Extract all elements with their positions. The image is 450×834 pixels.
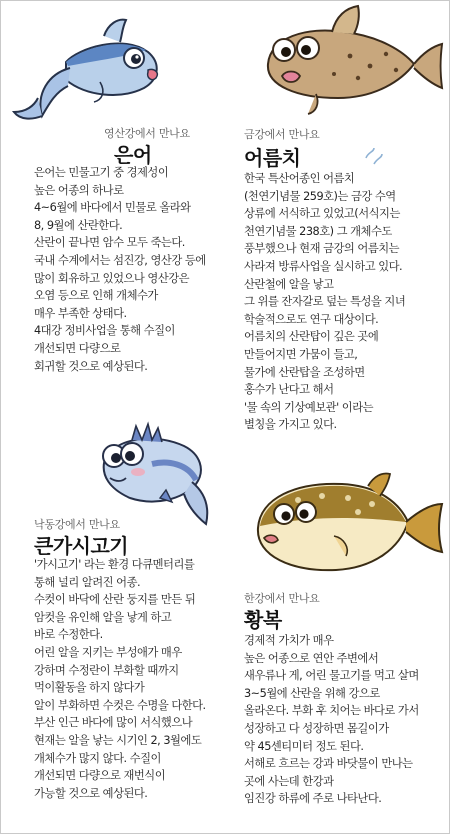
text-line: '물 속의 기상예보관' 이라는 <box>244 400 374 414</box>
text-line: 8, 9월에 산란한다. <box>34 218 123 232</box>
text-line: 올라온다. 부화 후 치어는 바다로 가서 <box>244 704 419 718</box>
text-line: 현재는 알을 낳는 시기인 2, 3월에도 <box>34 733 202 747</box>
text-line: 그 위를 잔자갈로 덮는 특성을 지녀 <box>244 295 406 309</box>
text-line: 사라져 방류사업을 실시하고 있다. <box>244 259 403 273</box>
text-line: 만들어지면 가뭄이 들고, <box>244 347 358 361</box>
text-line: 어린 알을 지키는 부성애가 매우 <box>34 645 182 659</box>
text-line: 서해로 흐르는 강과 바닷물이 만나는 <box>244 757 413 771</box>
fish-name-spotted-barbel: 어름치 <box>244 146 301 170</box>
text-line: 한국 특산어종인 어름치 <box>244 172 355 185</box>
text-line: 개체수가 많지 않다. 수질이 <box>34 751 161 765</box>
text-line: 새우류나 게, 어린 물고기를 먹고 살며 <box>244 669 419 683</box>
text-line: 산란철에 알을 낳고 <box>244 277 334 291</box>
text-line: 상류에 서식하고 있었고(서식지는 <box>244 207 400 221</box>
text-line: 곳에 사는데 한강과 <box>244 774 334 788</box>
text-line: 부산 인근 바다에 많이 서식했으나 <box>34 716 193 730</box>
stickleback-illustration <box>92 420 222 530</box>
fish-name-sweetfish: 은어 <box>114 143 152 167</box>
sweetfish-illustration <box>8 8 176 126</box>
text-line: 4대강 정비사업을 통해 수질이 <box>34 324 175 338</box>
text-line: 높은 어종으로 연안 주변에서 <box>244 651 379 665</box>
text-line: 은어는 민물고기 중 경제성이 <box>34 166 169 179</box>
text-line: 국내 수계에서는 섬진강, 영산강 등에 <box>34 253 206 267</box>
text-line: 오염 등으로 인해 개체수가 <box>34 289 158 303</box>
text-line: 임진강 하류에 주로 나타난다. <box>244 792 382 806</box>
region-label-han: 한강에서 만나요 <box>244 592 320 605</box>
text-line: (천연기념물 259호)는 금강 수역 <box>244 189 396 203</box>
text-line: 알이 부화하면 수컷은 수명을 다한다. <box>34 698 206 712</box>
text-line: 풍부했으나 현재 금강의 어름치는 <box>244 242 400 256</box>
text-line: 암컷을 유인해 알을 낳게 하고 <box>34 610 172 624</box>
description-stickleback <box>34 556 206 802</box>
text-line: 가능할 것으로 예상된다. <box>34 786 148 800</box>
text-line: 어름치의 산란탑이 깊은 곳에 <box>244 330 379 344</box>
description-pufferfish <box>244 632 419 808</box>
pufferfish-illustration <box>250 470 446 582</box>
text-line: 개선되면 다량으로 <box>34 341 121 355</box>
text-line: 성장하고 다 성장하면 몸길이가 <box>244 721 389 735</box>
text-line: 경제적 가치가 매우 <box>244 634 334 647</box>
text-line: 강하며 수정란이 부화할 때까지 <box>34 663 179 677</box>
text-line: 통해 널리 알려진 어종. <box>34 575 141 589</box>
spotted-barbel-illustration <box>246 4 446 124</box>
text-line: 홍수가 난다고 해서 <box>244 383 334 397</box>
text-line: 3~5월에 산란을 위해 강으로 <box>244 686 380 700</box>
region-label-yeongsan: 영산강에서 만나요 <box>104 127 190 140</box>
region-label-nakdong: 낙동강에서 만나요 <box>34 518 120 531</box>
text-line: 개선되면 다량으로 재번식이 <box>34 769 166 783</box>
text-line: 물가에 산란탑을 조성하면 <box>244 365 365 379</box>
text-line: 많이 회유하고 있었으나 영산강은 <box>34 271 190 285</box>
text-line: '가시고기' 라는 환경 다큐멘터리를 <box>34 558 195 571</box>
water-drops-icon <box>362 144 386 168</box>
fish-name-stickleback: 큰가시고기 <box>34 534 129 558</box>
text-line: 천연기념물 238호) 그 개체수도 <box>244 224 392 238</box>
text-line: 매우 부족한 상태다. <box>34 306 127 320</box>
text-line: 먹이활동을 하지 않다가 <box>34 681 145 695</box>
text-line: 산란이 끝나면 암수 모두 죽는다. <box>34 236 185 250</box>
text-line: 수컷이 바닥에 산란 둥지를 만든 뒤 <box>34 593 196 607</box>
text-line: 약 45센티미터 정도 된다. <box>244 739 364 753</box>
fish-name-pufferfish: 황복 <box>244 608 282 632</box>
text-line: 별칭을 가지고 있다. <box>244 418 337 432</box>
text-line: 회귀할 것으로 예상된다. <box>34 359 148 373</box>
text-line: 바로 수정한다. <box>34 628 103 642</box>
text-line: 4~6월에 바다에서 민물로 올라와 <box>34 201 191 215</box>
text-line: 학술적으로도 연구 대상이다. <box>244 312 379 326</box>
description-sweetfish <box>34 164 206 375</box>
text-line: 높은 어종의 하나로 <box>34 183 124 197</box>
region-label-geum: 금강에서 만나요 <box>244 128 320 141</box>
description-spotted-barbel <box>244 170 405 434</box>
